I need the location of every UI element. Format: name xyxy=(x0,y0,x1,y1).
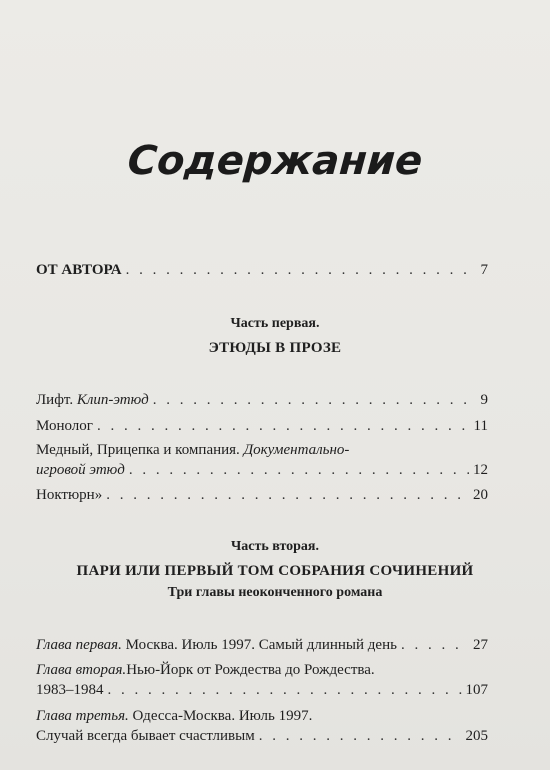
toc-entry-title: Нью-Йорк от Рождества до Рождества. xyxy=(126,662,375,678)
toc-entry-author xyxy=(36,262,488,279)
toc-entry-title: Москва. Июль 1997. Самый длинный день xyxy=(121,637,397,653)
toc-entry-page: 205 xyxy=(465,728,488,744)
toc-entry-line1 xyxy=(36,662,375,679)
toc-entry-page: 7 xyxy=(480,262,488,278)
toc-entry-title: ОТ АВТОРА xyxy=(36,262,122,278)
toc-entry-title: Лифт. xyxy=(36,392,77,408)
page-title: Содержание xyxy=(126,138,424,184)
toc-entry-title-cont: 1983–1984 xyxy=(36,682,104,698)
leader-dots xyxy=(108,682,462,699)
part1-title: ЭТЮДЫ В ПРОЗЕ xyxy=(208,340,342,356)
toc-entry xyxy=(36,637,488,654)
leader-dots xyxy=(97,418,470,435)
toc-entry-title: Ноктюрн» xyxy=(36,487,103,503)
toc-entry-line1 xyxy=(36,708,312,725)
leader-dots xyxy=(153,392,477,409)
toc-entry-chapter: Глава первая. xyxy=(36,637,122,653)
toc-entry-title: Одесса-Москва. Июль 1997. xyxy=(128,708,313,724)
toc-entry xyxy=(36,462,488,479)
toc-entry xyxy=(36,682,488,699)
leader-dots xyxy=(401,637,469,654)
toc-entry-subtitle: Документально- xyxy=(243,442,350,458)
toc-entry-chapter: Глава третья. xyxy=(36,708,129,724)
toc-entry-chapter: Глава вторая. xyxy=(36,662,127,678)
toc-entry-page: 27 xyxy=(473,637,488,653)
toc-entry xyxy=(36,728,488,745)
toc-entry-page: 11 xyxy=(473,418,488,434)
leader-dots xyxy=(259,728,462,745)
toc-entry-subtitle-cont: игровой этюд xyxy=(36,462,125,478)
toc-entry-subtitle: Клип-этюд xyxy=(76,392,149,408)
part2-title: ПАРИ ИЛИ ПЕРВЫЙ ТОМ СОБРАНИЯ СОЧИНЕНИЙ xyxy=(76,563,474,579)
part2-label: Часть вторая. xyxy=(230,539,320,554)
toc-entry-title: Монолог xyxy=(36,418,93,434)
leader-dots xyxy=(106,487,469,504)
toc-entry-line1 xyxy=(36,442,349,459)
toc-entry-title-cont: Случай всегда бывает счастливым xyxy=(36,728,255,744)
toc-entry xyxy=(36,392,488,409)
toc-entry-title: Медный, Прицепка и компания. xyxy=(36,442,244,458)
toc-entry xyxy=(36,487,488,504)
part2-subtitle: Три главы неоконченного романа xyxy=(167,585,383,600)
leader-dots xyxy=(129,462,469,479)
part1-label: Часть первая. xyxy=(230,316,320,331)
leader-dots xyxy=(126,262,477,279)
toc-entry xyxy=(36,418,488,435)
toc-entry-page: 107 xyxy=(465,682,488,698)
toc-entry-page: 9 xyxy=(480,392,488,408)
toc-entry-page: 20 xyxy=(473,487,488,503)
toc-entry-page: 12 xyxy=(473,462,488,478)
